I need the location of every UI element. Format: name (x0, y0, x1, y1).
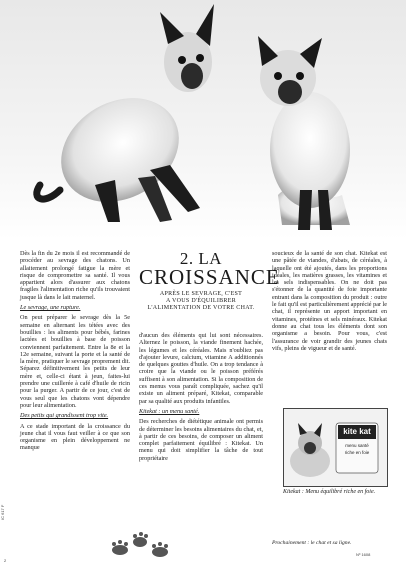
kittens-photo (0, 0, 406, 240)
left-column (20, 250, 130, 454)
title-subtitle (139, 291, 263, 312)
subtitle-line: L'ALIMENTATION DE VOTRE CHAT. (147, 305, 255, 311)
reference-number: Nº 1608 (356, 552, 371, 557)
product-label-line: riche en foie (344, 450, 370, 455)
subtitle-line: APRÈS LE SEVRAGE, C'EST (159, 291, 243, 297)
subheading: Des petits qui grandissent trop vite. (20, 412, 109, 420)
paragraph: soucieux de la santé de son chat. Kitekat est une pâtée de viandes, d'abats, de céréales, à laquelle ont été ajoutés, dans les proportions idéales, les matières grasses, les vitamines et les sels indispensables. On ne doit pas s'étonner de la quantité de foie importante entrant dans la composition du produit : outre le fait qu'il est particulièrement apprécié par le chat, il représente un apport important en vitamines, protéines et sels minéraux. Kitekat donne au chat tous les éléments dont son organisme a besoin. Pour vous, c'est l'assurance de voir grandir des jeunes chats vifs, pleins de vigueur et de santé. (272, 250, 388, 352)
title-line-2: CROISSANCE (139, 265, 280, 289)
product-brand: kite kat (343, 427, 371, 436)
product-label-line: menu santé (345, 443, 369, 448)
subheading: Le sevrage, une rupture. (20, 304, 81, 312)
next-issue-note: Prochainement : le chat et sa ligne. (272, 540, 352, 546)
middle-column (139, 332, 263, 464)
page-number: 2 (4, 558, 7, 563)
article-title (139, 249, 280, 312)
paragraph: d'aucun des éléments qui lui sont nécessaires. Alternez le poisson, la viande finement hachée, les légumes et les céréales. Mais n'oubliez pas d'ajouter levure, calcium, vitamine A additionnés de quelques gouttes d'huile. On a trop tendance à croire que la viande ou le poisson préférés suffisent à son alimentation. Si la composition de ces menus vous paraît compliquée, sachez qu'il existe un aliment préparé, Kitekat, comparable par sa qualité aux produits infantiles. (139, 332, 263, 405)
title-line-1: 2. LA (179, 249, 223, 268)
right-column (272, 250, 387, 354)
product-caption: Kitekat : Menu équilibré riche en foie. (283, 489, 376, 495)
paragraph: Des recherches de diététique animale ont permis de déterminer les besoins alimentaires du chat, et, à partir de ces besoins, de composer un aliment complet parfaitement équilibré : Kitekat. Un menu qui doit simplifier la tâche de tout propriétaire (139, 418, 263, 462)
print-code: IC 617 F (0, 504, 5, 520)
paragraph: Dès la fin du 2e mois il est recommandé de procéder au sevrage des chatons. Un allaitement prolongé fatigue la mère et risque de compromettre sa santé. Il vous appartient alors d'assurer aux chatons fragiles l'alimentation riche qu'ils trouvaient jusque là dans le lait maternel. (20, 250, 130, 301)
paragraph: On peut préparer le sevrage dès la 5e semaine en alternant les tétées avec des bouillies : les aliments pour bébés, farines lactées et bouillies à base de poisson conviennent parfaitement. Entre la 8e et la 12e semaine, suivant la porte et la santé de la mère, pratiquer le sevrage proprement dit. Séparez définitivement les petits de leur mère et, celle-ci étant à jeun, faites-lui prendre une cuillerée à café d'huile de ricin pour la purger. A partir de ce jour, c'est de vous seul que les chatons vont dépendre pour leur alimentation. (20, 314, 130, 409)
pawprints-illustration (100, 520, 180, 565)
subtitle-line: A VOUS D'ÉQUILIBRER (165, 298, 236, 304)
subheading: Kitekat : un menu santé. (139, 407, 200, 415)
paragraph: A ce stade important de la croissance du jeune chat il vous faut veiller à ce que son organisme en plein développement ne manque (20, 422, 130, 452)
product-photo (283, 408, 388, 487)
